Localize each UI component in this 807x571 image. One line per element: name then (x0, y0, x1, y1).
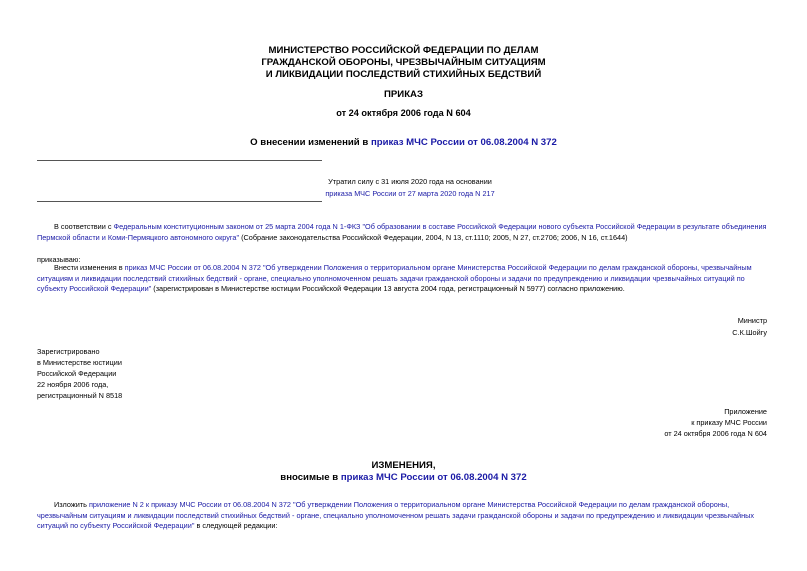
preamble-law-link[interactable]: Федеральным конституционным законом от 25 марта 2004 года N 1-ФКЗ "Об образовании в составе Российской Федерации нового субъекта Российской Федерации в результате объединения Пермской области и Коми-Пермяцкого автономного округа" (37, 222, 767, 242)
appendix-line-2: к приказу МЧС России (691, 418, 767, 427)
final-text-1: Изложить (54, 500, 89, 509)
registration-line-1: Зарегистрировано (37, 347, 100, 356)
ministry-heading (0, 45, 807, 81)
body-paragraph (37, 263, 772, 295)
appendix-line-1: Приложение (724, 407, 767, 416)
doc-date-number: от 24 октября 2006 года N 604 (336, 108, 471, 118)
changes-subtitle-link[interactable]: приказ МЧС России от 06.08.2004 N 372 (340, 472, 527, 483)
ministry-line-1: МИНИСТЕРСТВО РОССИЙСКОЙ ФЕДЕРАЦИИ ПО ДЕЛАМ (268, 45, 539, 56)
registration-line-3: Российской Федерации (37, 369, 117, 378)
registration-block (37, 346, 122, 401)
final-text-2: в следующей редакции: (194, 521, 278, 530)
doc-subject-link[interactable]: приказ МЧС России от 06.08.2004 N 372 (370, 137, 557, 148)
appendix-line-3: от 24 октября 2006 года N 604 (664, 429, 767, 438)
signature-block (732, 315, 767, 339)
body-text-2: (зарегистрирован в Министерстве юстиции Российской Федерации 13 августа 2004 года, регистрационный N 5977) согласно приложению. (151, 284, 625, 293)
order-word: приказываю: (37, 255, 81, 264)
doc-subject-prefix: О внесении изменений в (250, 137, 371, 148)
status-link[interactable]: приказа МЧС России от 27 марта 2020 года N 217 (325, 189, 495, 198)
doc-subject (0, 137, 807, 148)
ministry-line-3: И ЛИКВИДАЦИИ ПОСЛЕДСТВИЙ СТИХИЙНЫХ БЕДСТВИЙ (265, 69, 542, 80)
registration-line-4: 22 ноября 2006 года, (37, 380, 109, 389)
status-line: Утратил силу с 31 июля 2020 года на основании (328, 177, 492, 186)
preamble-paragraph (37, 222, 772, 243)
status-note (300, 176, 520, 200)
body-text-1: Внести изменения в (54, 263, 125, 272)
body-order-link[interactable]: приказ МЧС России от 06.08.2004 N 372 "Об утверждении Положения о территориальном органе Министерства Российской Федерации по делам гражданской обороны, чрезвычайным ситуациям и ликвидации последствий стихийных бедствий - органе, специально уполномоченном решать задачи гражданской обороны и задачи по предупреждению и ликвидации чрезвычайных ситуаций по субъекту Российской Федерации" (37, 263, 752, 293)
changes-subtitle (0, 472, 807, 484)
preamble-text-1: В соответствии с (54, 222, 114, 231)
registration-line-5: регистрационный N 8518 (37, 391, 123, 400)
divider-top (37, 160, 322, 161)
registration-line-2: в Министерстве юстиции (37, 358, 122, 367)
signature-title: Министр (737, 316, 767, 325)
changes-title: ИЗМЕНЕНИЯ, (371, 460, 436, 471)
divider-bottom (37, 201, 322, 202)
changes-subtitle-prefix: вносимые в (280, 472, 341, 483)
preamble-text-2: (Собрание законодательства Российской Федерации, 2004, N 13, ст.1110; 2005, N 27, ст.2706; 2006, N 16, ст.1644) (239, 232, 628, 242)
final-paragraph (37, 500, 772, 532)
changes-heading (0, 460, 807, 484)
final-appendix-link[interactable]: приложение N 2 к приказу МЧС России от 06.08.2004 N 372 "Об утверждении Положения о территориальном органе Министерства Российской Федерации по делам гражданской обороны, чрезвычайным ситуациям и ликвидации последствий стихийных бедствий - органе, специально уполномоченном решать задачи гражданской обороны и задачи по предупреждению и ликвидации чрезвычайных ситуаций по субъекту Российской Федерации" (37, 500, 755, 530)
signature-name: С.К.Шойгу (732, 328, 767, 337)
doc-type-title: ПРИКАЗ (384, 89, 423, 100)
appendix-block (664, 406, 767, 439)
ministry-line-2: ГРАЖДАНСКОЙ ОБОРОНЫ, ЧРЕЗВЫЧАЙНЫМ СИТУАЦИЯМ (261, 57, 546, 68)
